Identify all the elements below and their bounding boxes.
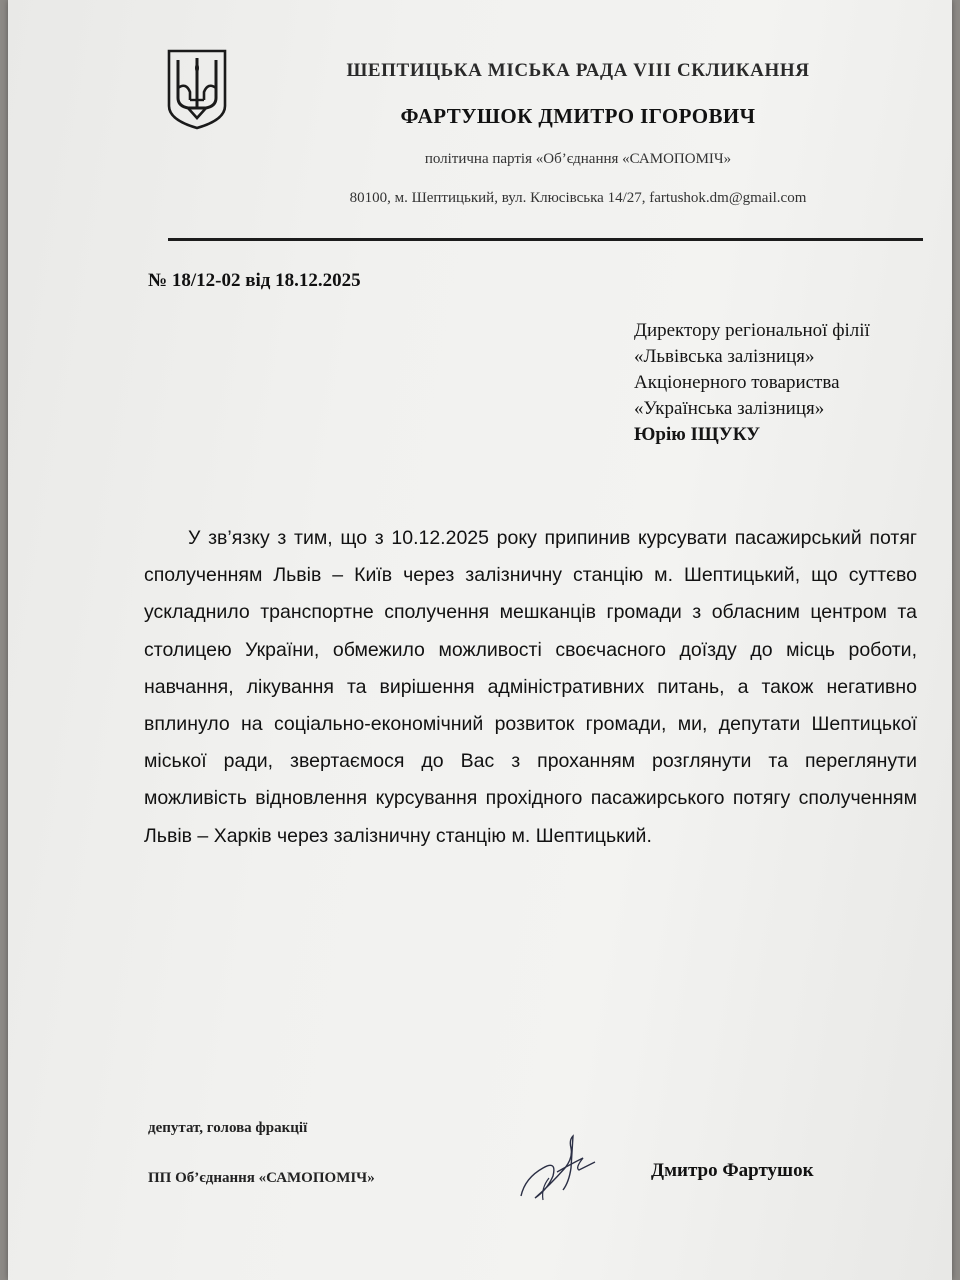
header-divider — [168, 238, 923, 241]
signer-party: ПП Об’єднання «САМОПОМІЧ» — [148, 1170, 375, 1186]
signer-name: Дмитро Фартушок — [651, 1160, 814, 1181]
letter-body: У зв’язку з тим, що з 10.12.2025 року припинив курсувати пасажирський потяг сполученням Львів – Київ через залізничну станцію м. Шептицький, що суттєво ускладнило транспортне сполучення мешканців громади з обласним центром та столицею України, обмежило можливості своєчасного доїзду до місць роботи, навчання, лікування та вирішення адміністративних питань, а також негативно вплинуло на соціально-економічний розвиток громади, ми, депутати Шептицької міської ради, звертаємося до Вас з проханням розглянути та переглянути можливість відновлення курсування прохідного пасажирського потягу сполученням Львів – Харків через залізничну станцію м. Шептицький. — [144, 527, 917, 847]
deputy-name: ФАРТУШОК ДМИТРО ІГОРОВИЧ — [400, 104, 756, 128]
party-line: політична партія «Об’єднання «САМОПОМІЧ» — [424, 151, 732, 167]
address-line: 80100, м. Шептицький, вул. Клюсівська 14/27, fartushok.dm@gmail.com — [349, 190, 807, 206]
reference-number: № 18/12-02 від 18.12.2025 — [148, 270, 361, 291]
addressee-line: «Львівська залізниця» — [634, 346, 815, 367]
handwritten-signature-icon — [513, 1128, 603, 1208]
addressee-line: Акціонерного товариства — [634, 372, 840, 393]
addressee-block — [634, 318, 870, 448]
council-name: ШЕПТИЦЬКА МІСЬКА РАДА VIII СКЛИКАННЯ — [346, 60, 810, 81]
signer-title: депутат, голова фракції — [148, 1120, 308, 1136]
addressee-line: «Українська залізниця» — [634, 398, 825, 419]
addressee-line: Директору регіональної філії — [634, 320, 870, 341]
addressee-name: Юрію ІЩУКУ — [634, 424, 761, 445]
letter-page — [8, 0, 952, 1280]
